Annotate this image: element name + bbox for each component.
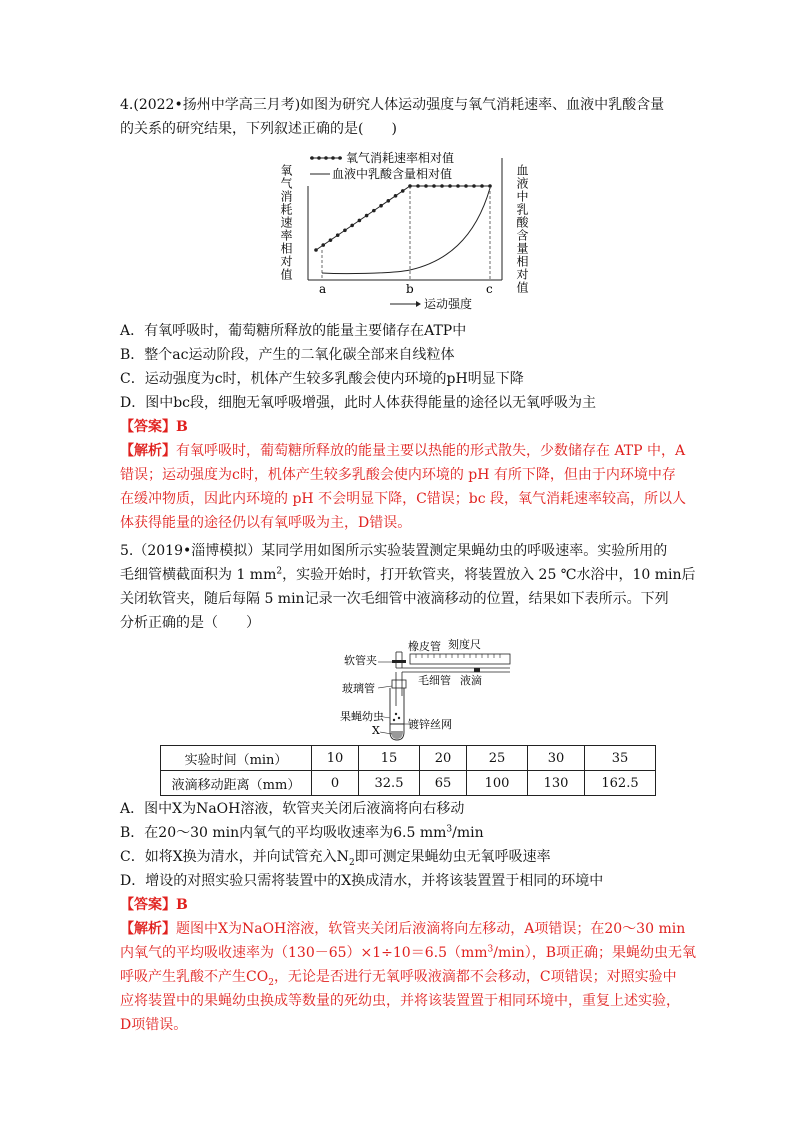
q5-stem-line-3: 关闭软管夹，随后每隔 5 min记录一次毛细管中液滴移动的位置，结果如下表所示。下列 <box>120 591 669 607</box>
q4-option-b: B．整个ac运动阶段，产生的二氧化碳全部来自线粒体 <box>120 347 455 363</box>
q4-analysis-line-3: 在缓冲物质，因此内环境的 pH 不会明显下降，C错误；bc 段，氧气消耗速率较高，所以人 <box>120 491 687 507</box>
q4-legend-lactic-label: 血液中乳酸含量相对值 <box>332 167 453 181</box>
q4-tick-c: c <box>486 282 493 296</box>
q4-x-axis-arrow <box>390 301 421 307</box>
table-row <box>161 771 656 796</box>
q5-time-1: 15 <box>359 746 420 771</box>
q5-stem-line-4: 分析正确的是（ ） <box>120 615 260 631</box>
o2-point <box>408 184 412 188</box>
q5-option-b <box>120 824 690 842</box>
o2-point <box>424 184 428 188</box>
q5-dist-2: 65 <box>420 771 467 796</box>
q5-time-2: 20 <box>420 746 467 771</box>
q5-analysis-text-1: 题图中X为NaOH溶液，软管夹关闭后液滴将向左移动，A项错误；在20～30 min <box>176 921 686 937</box>
q4-analysis-line-4: 体获得能量的途径仍以有氧呼吸为主，D错误。 <box>120 515 412 531</box>
o2-point <box>365 214 369 218</box>
q5-option-a: A．图中X为NaOH溶液，软管夹关闭后液滴将向右移动 <box>120 801 465 817</box>
o2-point <box>314 248 318 252</box>
q5-label-clamp: 软管夹 <box>344 654 377 667</box>
q5-analysis-line-3 <box>120 968 690 986</box>
q4-legend-o2 <box>310 150 454 165</box>
q5-answer: 【答案】B <box>120 897 188 913</box>
o2-point <box>448 184 452 188</box>
q5-label-larvae: 果蝇幼虫 <box>340 710 384 723</box>
q4-tick-b: b <box>406 282 414 296</box>
q5-dist-0: 0 <box>312 771 359 796</box>
q4-stem-line-1: 4.(2022•扬州中学高三月考)如图为研究人体运动强度与氧气消耗速率、血液中乳酸含量 <box>120 97 665 113</box>
q5-option-d: D．增设的对照实验只需将装置中的X换成清水，并将该装置置于相同的环境中 <box>120 873 604 889</box>
o2-point <box>416 184 420 188</box>
q5-clamp-shape <box>392 660 406 663</box>
q4-series-lactic <box>322 188 490 274</box>
q5-option-b-text: B．在20～30 min内氧气的平均吸收速率为6.5 mm <box>120 825 447 841</box>
o2-point <box>488 184 492 188</box>
o2-point <box>440 184 444 188</box>
q5-dist-3: 100 <box>467 771 528 796</box>
q5-time-0: 10 <box>312 746 359 771</box>
q5-dist-1: 32.5 <box>359 771 420 796</box>
o2-point <box>472 184 476 188</box>
q5-ruler-shape <box>410 654 510 664</box>
q5-option-c-text: C．如将X换为清水，并向试管充入N <box>120 849 349 865</box>
q5-analysis-line-5: D项错误。 <box>120 1017 188 1033</box>
q4-x-axis-label: 运动强度 <box>424 297 473 310</box>
q4-tick-a: a <box>319 282 327 296</box>
q4-option-d: D．图中bc段，细胞无氧呼吸增强，此时人体获得能量的途径以无氧呼吸为主 <box>120 395 597 411</box>
q4-answer: 【答案】B <box>120 419 188 435</box>
q5-label-glass-tube: 玻璃管 <box>342 682 375 695</box>
q5-dist-5: 162.5 <box>585 771 656 796</box>
q5-option-c-tail: 即可测定果蝇幼虫无氧呼吸速率 <box>354 849 551 865</box>
q5-option-b-sup: 3 <box>446 824 453 835</box>
q5-apparatus-figure <box>330 636 530 744</box>
o2-point <box>432 184 436 188</box>
table-row <box>161 746 656 771</box>
q5-stem-line-2 <box>120 566 696 584</box>
o2-point <box>321 243 325 247</box>
q5-stem-2a: 毛细管横截面积为 1 mm <box>120 567 277 583</box>
q5-analysis-line-2 <box>120 944 697 962</box>
q4-figure-chart <box>270 150 540 310</box>
q5-time-5: 35 <box>585 746 656 771</box>
q5-option-c <box>120 848 690 866</box>
q5-dist-4: 130 <box>528 771 585 796</box>
q4-series-o2 <box>314 184 492 252</box>
q4-analysis-line-2: 错误；运动强度为c时，机体产生较多乳酸会使内环境的 pH 有所下降，但由于内环境中存 <box>120 467 676 483</box>
q5-label-capillary: 毛细管 <box>418 674 451 687</box>
q5-label-rubber-tube: 橡皮管 <box>408 640 441 653</box>
q5-label-x: X <box>372 724 380 737</box>
q5-analysis-3b: ，无论是否进行无氧呼吸液滴都不会移动，C项错误；对照实验中 <box>273 969 677 985</box>
q5-droplet-shape <box>474 668 480 672</box>
q4-analysis-line-1 <box>120 442 690 460</box>
q5-label-mesh: 镀锌丝网 <box>408 718 452 731</box>
q5-time-4: 30 <box>528 746 585 771</box>
q5-row2-label: 液滴移动距离（mm） <box>161 771 312 796</box>
o2-point <box>379 204 383 208</box>
q5-stem-line-1: 5.（2019•淄博模拟）某同学用如图所示实验装置测定果蝇幼虫的呼吸速率。实验所用的 <box>120 543 668 559</box>
q5-option-c-sub: 2 <box>348 857 355 868</box>
q5-analysis-3a: 呼吸产生乳酸不产生CO <box>120 969 269 985</box>
q5-row1-label: 实验时间（min） <box>161 746 312 771</box>
q4-option-a: A．有氧呼吸时，葡萄糖所释放的能量主要储存在ATP中 <box>120 323 467 339</box>
o2-point <box>358 219 362 223</box>
o2-point <box>329 238 333 242</box>
q4-legend-lactic <box>310 166 452 181</box>
o2-point <box>350 224 354 228</box>
q5-analysis-2a: 内氧气的平均吸收速率为（130－65）×1÷10＝6.5（mm <box>120 945 488 961</box>
o2-point <box>401 189 405 193</box>
o2-point <box>343 229 347 233</box>
q5-stem-2b: ，实验开始时，打开软管夹，将装置放入 25 ℃水浴中，10 min后 <box>282 567 696 583</box>
o2-point <box>480 184 484 188</box>
q5-analysis-2-sup: 3 <box>487 944 494 955</box>
q5-time-3: 25 <box>467 746 528 771</box>
q5-ruler-ticks <box>416 654 500 658</box>
q4-analysis-label: 【解析】 <box>120 443 176 459</box>
q4-option-c: C．运动强度为c时，机体产生较多乳酸会使内环境的pH明显下降 <box>120 371 524 387</box>
o2-point <box>372 209 376 213</box>
q5-analysis-label: 【解析】 <box>120 921 176 937</box>
q5-analysis-line-1 <box>120 920 690 938</box>
o2-point <box>387 199 391 203</box>
q5-label-droplet: 液滴 <box>460 674 482 687</box>
q4-analysis-text-1: 有氧呼吸时，葡萄糖所释放的能量主要以热能的形式散失，少数储存在 ATP 中，A <box>176 443 686 459</box>
q5-results-table <box>160 745 656 796</box>
q5-option-b-unit: /min <box>452 825 484 841</box>
q5-analysis-2b: /min），B项正确；果蝇幼虫无氧 <box>493 945 697 961</box>
o2-point <box>456 184 460 188</box>
o2-point <box>394 194 398 198</box>
q5-analysis-line-4: 应将装置中的果蝇幼虫换成等数量的死幼虫，并将该装置置于相同环境中，重复上述实验， <box>120 993 680 1009</box>
o2-point <box>464 184 468 188</box>
o2-point <box>336 233 340 237</box>
q5-stem-2-sup: 2 <box>276 566 283 577</box>
q4-stem-line-2: 的关系的研究结果，下列叙述正确的是( ) <box>120 121 397 137</box>
q5-label-ruler: 刻度尺 <box>448 638 481 651</box>
q4-left-axis-label: 氧气消耗速率相对值 <box>279 164 293 281</box>
q5-analysis-3-sub: 2 <box>268 977 274 988</box>
q4-right-axis-label: 血液中乳酸含量相对值 <box>515 164 529 294</box>
q4-legend-o2-label: 氧气消耗速率相对值 <box>346 151 455 165</box>
